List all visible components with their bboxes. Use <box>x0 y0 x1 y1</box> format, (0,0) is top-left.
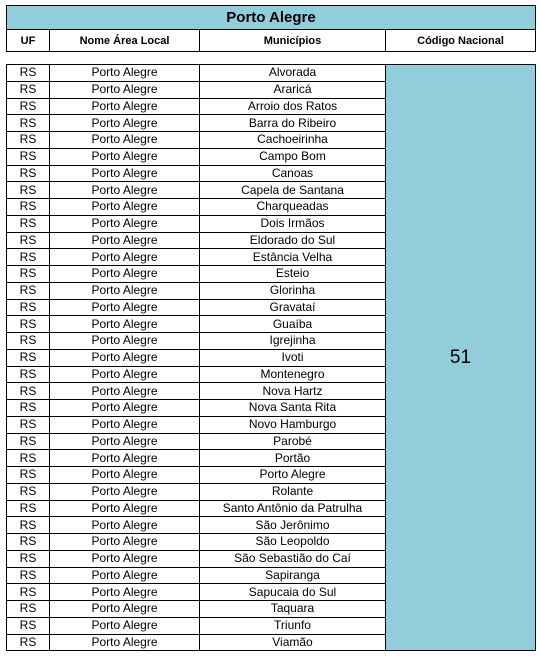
cell-uf: RS <box>7 282 50 299</box>
table-body <box>7 65 536 651</box>
cell-area: Porto Alegre <box>50 215 200 232</box>
cell-area: Porto Alegre <box>50 81 200 98</box>
cell-codigo-nacional: 51 <box>386 65 536 651</box>
cell-uf: RS <box>7 333 50 350</box>
cell-uf: RS <box>7 634 50 651</box>
cell-uf: RS <box>7 199 50 216</box>
cell-municipio: Charqueadas <box>200 199 386 216</box>
cell-area: Porto Alegre <box>50 601 200 618</box>
cell-area: Porto Alegre <box>50 115 200 132</box>
cell-municipio: Rolante <box>200 483 386 500</box>
cell-uf: RS <box>7 483 50 500</box>
cell-municipio: Santo Antônio da Patrulha <box>200 500 386 517</box>
cell-municipio: Nova Hartz <box>200 383 386 400</box>
municipios-table <box>6 64 536 651</box>
cell-uf: RS <box>7 617 50 634</box>
cell-uf: RS <box>7 65 50 82</box>
cell-municipio: Araricá <box>200 81 386 98</box>
cell-municipio: Guaíba <box>200 316 386 333</box>
cell-municipio: São Jerônimo <box>200 517 386 534</box>
cell-municipio: Sapiranga <box>200 567 386 584</box>
cell-area: Porto Alegre <box>50 517 200 534</box>
column-header-area: Nome Área Local <box>50 30 200 52</box>
cell-municipio: Novo Hamburgo <box>200 416 386 433</box>
cell-area: Porto Alegre <box>50 299 200 316</box>
cell-municipio: São Leopoldo <box>200 534 386 551</box>
cell-uf: RS <box>7 132 50 149</box>
cell-uf: RS <box>7 182 50 199</box>
cell-uf: RS <box>7 433 50 450</box>
cell-municipio: Igrejinha <box>200 333 386 350</box>
column-header-uf: UF <box>7 30 50 52</box>
cell-municipio: Viamão <box>200 634 386 651</box>
cell-area: Porto Alegre <box>50 617 200 634</box>
cell-municipio: Parobé <box>200 433 386 450</box>
cell-uf: RS <box>7 98 50 115</box>
cell-area: Porto Alegre <box>50 634 200 651</box>
cell-area: Porto Alegre <box>50 349 200 366</box>
cell-municipio: Estância Velha <box>200 249 386 266</box>
cell-uf: RS <box>7 450 50 467</box>
cell-uf: RS <box>7 383 50 400</box>
column-header-codigo: Código Nacional <box>386 30 536 52</box>
cell-area: Porto Alegre <box>50 450 200 467</box>
cell-area: Porto Alegre <box>50 98 200 115</box>
cell-area: Porto Alegre <box>50 165 200 182</box>
cell-uf: RS <box>7 601 50 618</box>
cell-area: Porto Alegre <box>50 400 200 417</box>
cell-uf: RS <box>7 316 50 333</box>
cell-uf: RS <box>7 81 50 98</box>
cell-uf: RS <box>7 299 50 316</box>
cell-municipio: Portão <box>200 450 386 467</box>
table-title: Porto Alegre <box>7 6 536 30</box>
cell-area: Porto Alegre <box>50 132 200 149</box>
cell-uf: RS <box>7 534 50 551</box>
cell-municipio: Esteio <box>200 266 386 283</box>
cell-municipio: Porto Alegre <box>200 467 386 484</box>
cell-area: Porto Alegre <box>50 249 200 266</box>
cell-municipio: Sapucaia do Sul <box>200 584 386 601</box>
cell-uf: RS <box>7 215 50 232</box>
cell-municipio: Dois Irmãos <box>200 215 386 232</box>
cell-area: Porto Alegre <box>50 65 200 82</box>
cell-uf: RS <box>7 366 50 383</box>
cell-municipio: Eldorado do Sul <box>200 232 386 249</box>
cell-area: Porto Alegre <box>50 416 200 433</box>
cell-area: Porto Alegre <box>50 467 200 484</box>
cell-area: Porto Alegre <box>50 282 200 299</box>
column-header-municipios: Municípios <box>200 30 386 52</box>
cell-municipio: Campo Bom <box>200 148 386 165</box>
cell-area: Porto Alegre <box>50 534 200 551</box>
cell-municipio: Alvorada <box>200 65 386 82</box>
header-table <box>6 5 536 52</box>
cell-area: Porto Alegre <box>50 584 200 601</box>
cell-uf: RS <box>7 349 50 366</box>
cell-area: Porto Alegre <box>50 266 200 283</box>
cell-uf: RS <box>7 249 50 266</box>
cell-area: Porto Alegre <box>50 500 200 517</box>
cell-area: Porto Alegre <box>50 232 200 249</box>
cell-uf: RS <box>7 266 50 283</box>
cell-municipio: Nova Santa Rita <box>200 400 386 417</box>
cell-municipio: São Sebastião do Caí <box>200 550 386 567</box>
cell-municipio: Ivoti <box>200 349 386 366</box>
cell-uf: RS <box>7 165 50 182</box>
cell-uf: RS <box>7 232 50 249</box>
cell-municipio: Cachoeirinha <box>200 132 386 149</box>
cell-area: Porto Alegre <box>50 550 200 567</box>
cell-uf: RS <box>7 115 50 132</box>
cell-municipio: Taquara <box>200 601 386 618</box>
cell-uf: RS <box>7 517 50 534</box>
cell-area: Porto Alegre <box>50 433 200 450</box>
cell-uf: RS <box>7 467 50 484</box>
cell-area: Porto Alegre <box>50 366 200 383</box>
cell-municipio: Gravataí <box>200 299 386 316</box>
cell-municipio: Triunfo <box>200 617 386 634</box>
cell-area: Porto Alegre <box>50 199 200 216</box>
table-row <box>7 65 536 82</box>
cell-municipio: Arroio dos Ratos <box>200 98 386 115</box>
cell-municipio: Barra do Ribeiro <box>200 115 386 132</box>
cell-area: Porto Alegre <box>50 567 200 584</box>
cell-uf: RS <box>7 148 50 165</box>
cell-uf: RS <box>7 416 50 433</box>
cell-municipio: Canoas <box>200 165 386 182</box>
cell-area: Porto Alegre <box>50 333 200 350</box>
cell-area: Porto Alegre <box>50 316 200 333</box>
cell-uf: RS <box>7 550 50 567</box>
cell-area: Porto Alegre <box>50 148 200 165</box>
cell-area: Porto Alegre <box>50 483 200 500</box>
cell-area: Porto Alegre <box>50 383 200 400</box>
cell-uf: RS <box>7 500 50 517</box>
cell-municipio: Capela de Santana <box>200 182 386 199</box>
cell-uf: RS <box>7 567 50 584</box>
cell-uf: RS <box>7 400 50 417</box>
cell-municipio: Montenegro <box>200 366 386 383</box>
cell-municipio: Glorinha <box>200 282 386 299</box>
cell-uf: RS <box>7 584 50 601</box>
cell-area: Porto Alegre <box>50 182 200 199</box>
